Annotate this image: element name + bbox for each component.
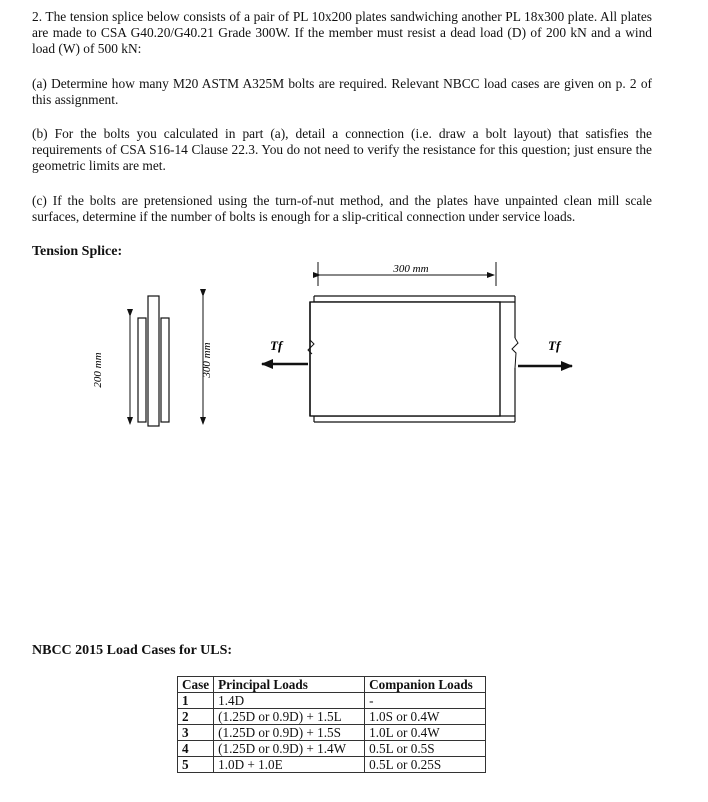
force-right bbox=[518, 338, 572, 366]
question-part-b: (b) For the bolts you calculated in part (a), detail a connection (i.e. draw a bolt layout) that satisfies the requirements of CSA S16-14 Clause 22.3. You do not need to verify the resistance for this question; just ensure the geometric limits are met. bbox=[32, 126, 652, 174]
table-row bbox=[178, 757, 486, 773]
question-part-a: (a) Determine how many M20 ASTM A325M bolts are required. Relevant NBCC load cases are given on p. 2 of this assignment. bbox=[32, 76, 652, 108]
table-row bbox=[178, 709, 486, 725]
table-row bbox=[178, 693, 486, 709]
companion-loads: 1.0L or 0.4W bbox=[365, 725, 486, 741]
figure-heading: Tension Splice: bbox=[32, 244, 123, 259]
dim-200-label: 200 mm bbox=[92, 352, 104, 388]
principal-loads: (1.25D or 0.9D) + 1.5S bbox=[214, 725, 365, 741]
header-case: Case bbox=[178, 677, 214, 693]
header-companion: Companion Loads bbox=[365, 677, 486, 693]
table-row bbox=[178, 741, 486, 757]
companion-loads: 1.0S or 0.4W bbox=[365, 709, 486, 725]
dimension-200 bbox=[92, 316, 130, 424]
header-principal: Principal Loads bbox=[214, 677, 365, 693]
companion-loads: 0.5L or 0.5S bbox=[365, 741, 486, 757]
dimension-300-horizontal bbox=[318, 262, 496, 286]
dimension-300-vertical bbox=[201, 296, 213, 424]
tension-splice-figure bbox=[0, 258, 708, 638]
dim-300-horizontal-label: 300 mm bbox=[393, 263, 429, 275]
principal-loads: 1.0D + 1.0E bbox=[214, 757, 365, 773]
table-header-row bbox=[178, 677, 486, 693]
case-number: 5 bbox=[178, 757, 214, 773]
force-left-label: Tf bbox=[270, 338, 283, 353]
case-number: 3 bbox=[178, 725, 214, 741]
principal-loads: (1.25D or 0.9D) + 1.5L bbox=[214, 709, 365, 725]
companion-loads: 0.5L or 0.25S bbox=[365, 757, 486, 773]
load-table-heading: NBCC 2015 Load Cases for ULS: bbox=[32, 643, 233, 658]
dim-300-vertical-label: 300 mm bbox=[201, 342, 213, 378]
load-cases-table bbox=[177, 676, 486, 773]
force-left bbox=[262, 338, 308, 364]
principal-loads: (1.25D or 0.9D) + 1.4W bbox=[214, 741, 365, 757]
case-number: 4 bbox=[178, 741, 214, 757]
case-number: 1 bbox=[178, 693, 214, 709]
case-number: 2 bbox=[178, 709, 214, 725]
question-intro: 2. The tension splice below consists of a pair of PL 10x200 plates sandwiching another PL 18x300 plate. All plates are made to CSA G40.20/G40.21 Grade 300W. If the member must resist a dead load (D) of 200 kN and a wind load (W) of 500 kN: bbox=[32, 9, 652, 57]
splice-elevation bbox=[308, 296, 518, 422]
principal-loads: 1.4D bbox=[214, 693, 365, 709]
companion-loads: - bbox=[365, 693, 486, 709]
section-plates bbox=[138, 296, 169, 426]
force-right-label: Tf bbox=[548, 338, 561, 353]
question-part-c: (c) If the bolts are pretensioned using the turn-of-nut method, and the plates have unpainted clean mill scale surfaces, determine if the number of bolts is enough for a slip-critical connection under service loads. bbox=[32, 193, 652, 225]
table-row bbox=[178, 725, 486, 741]
